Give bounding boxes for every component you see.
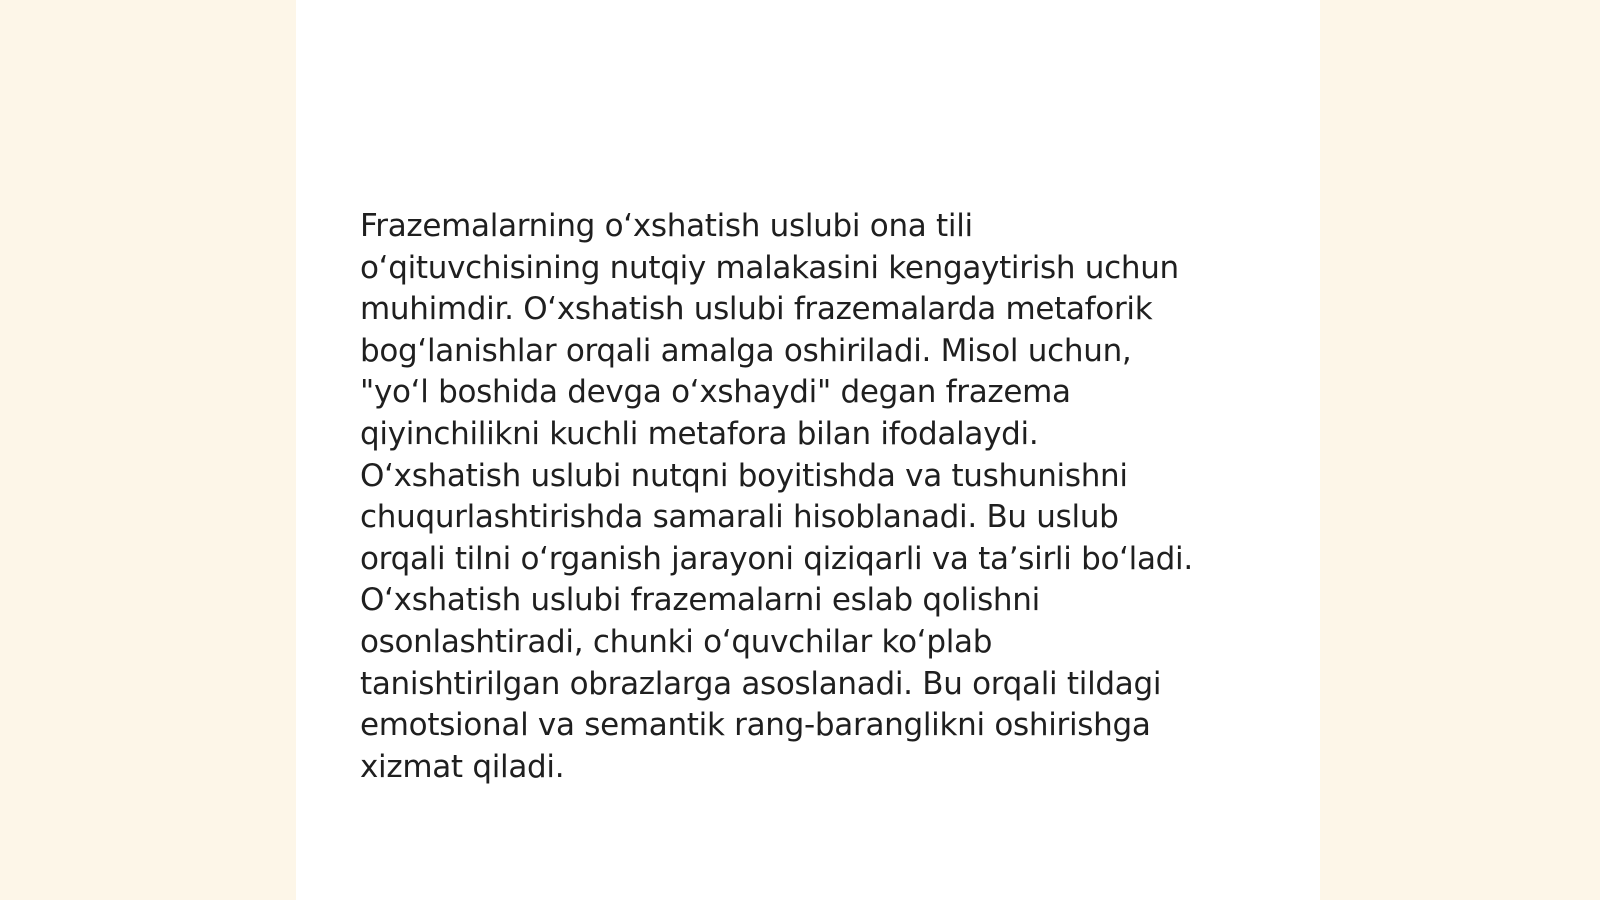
slide-body-text: Frazemalarning o‘xshatish uslubi ona tili o‘qituvchisining nutqiy malakasini kengaytirish uchun muhimdir. O‘xshatish uslubi frazemalarda metaforik bog‘lanishlar orqali amalga oshiriladi. Misol uchun, "yo‘l boshida devga o‘xshaydi" degan frazema qiyinchilikni kuchli metafora bilan ifodalaydi. O‘xshatish uslubi nutqni boyitishda va tushunishni chuqurlashtirishda samarali hisoblanadi. Bu uslub orqali tilni o‘rganish jarayoni qiziqarli va ta’sirli bo‘ladi. O‘xshatish uslubi frazemalarni eslab qolishni osonlashtiradi, chunki o‘quvchilar ko‘plab tanishtirilgan obrazlarga asoslanadi. Bu orqali tildagi emotsional va semantik rang-baranglikni oshirishga xizmat qiladi. bbox=[360, 208, 1193, 785]
slide-page bbox=[296, 0, 1320, 900]
